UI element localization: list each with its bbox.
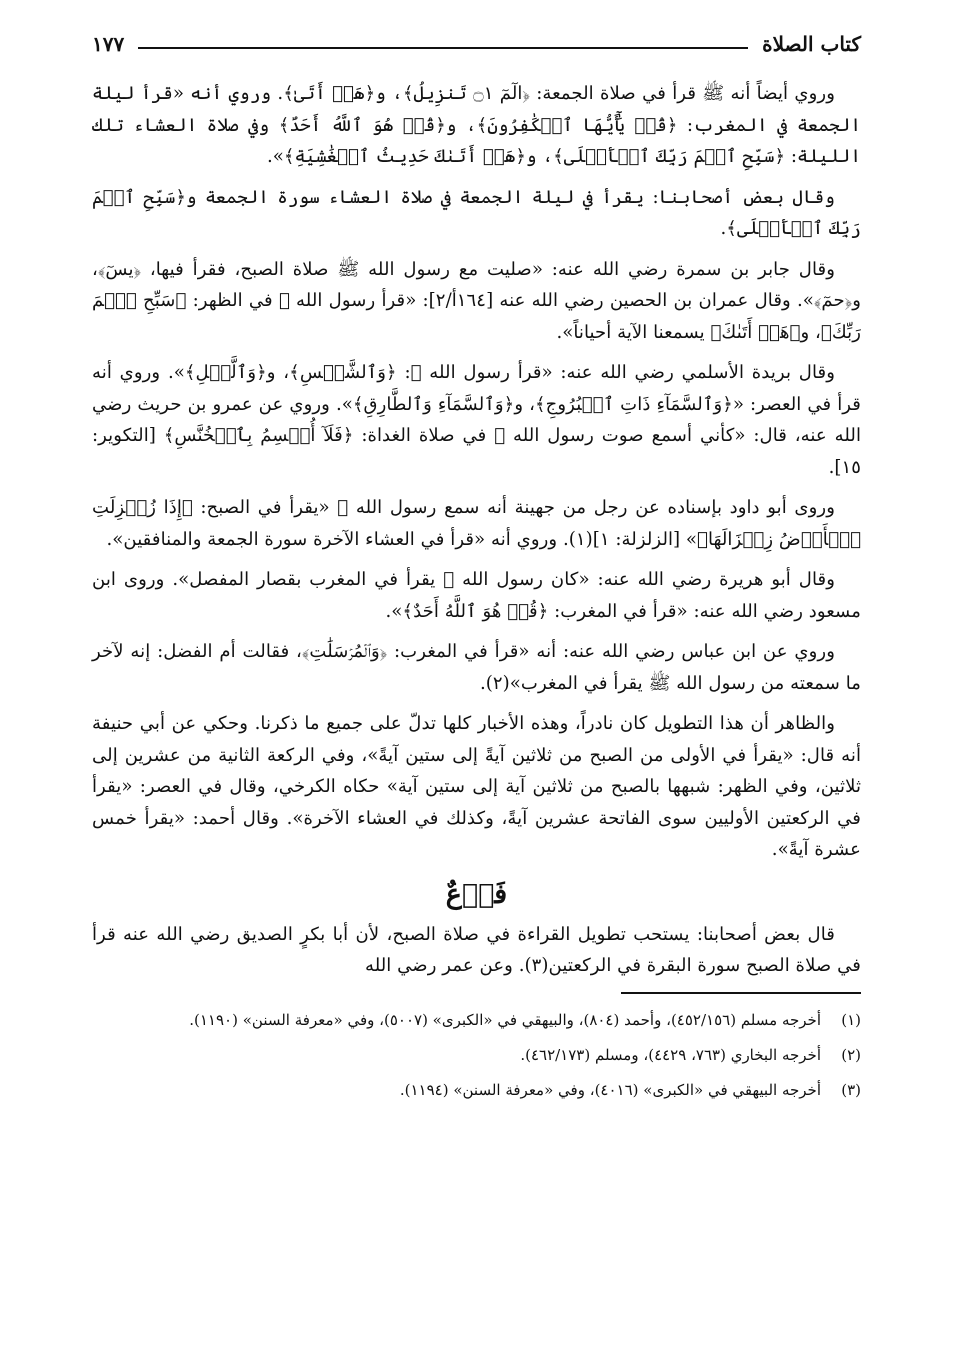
footnote bbox=[92, 1006, 861, 1035]
main-text bbox=[92, 78, 861, 982]
section-heading: فَرۡعٌ bbox=[445, 878, 508, 910]
paragraph: وقال بعض أصحابنا: يقرأ في ليلة الجمعة في صلاة العشاء سورة الجمعة و﴿سَبِّحِ ٱسۡمَ رَبِّكَ ٱلۡأَعۡلَى﴾. bbox=[92, 186, 861, 239]
footnote-mark: (٣) bbox=[841, 1080, 861, 1099]
header-rule bbox=[138, 47, 748, 49]
paragraph: وروى أبو داود بإسناده عن رجل من جهينة أنه سمع رسول الله ﷺ «يقرأ في الصبح: ﴿إِذَا زُلۡزِلَتِ ٱلۡأَرۡضُ زِلۡزَالَهَا﴾» [الزلزلة: ١](١). وروي أنه «قرأ في العشاء الآخرة سورة الجمعة والمنافقين». bbox=[92, 497, 861, 550]
paragraph: قال بعض أصحابنا: يستحب تطويل القراءة في صلاة الصبح، لأن أبا بكرٍ الصديق رضي الله عنه قرأ في صلاة الصبح سورة البقرة في الركعتين(٣). وعن عمر رضي الله bbox=[92, 923, 861, 976]
footnote-mark: (١) bbox=[841, 1010, 861, 1029]
footnote-separator bbox=[621, 992, 861, 994]
paragraph: وروي أيضاً أنه ﷺ قرأ في صلاة الجمعة: ﴿الٓمٓ ۝١ تَنزِيلُ﴾، و﴿هَلۡ أَتَىٰ﴾. وروي أنه «قرأ ليلة الجمعة في المغرب: ﴿قُلۡ يَٰٓأَيُّهَا ٱلۡكَٰفِرُونَ﴾، و﴿قُلۡ هُوَ ٱللَّهُ أَحَدٌ﴾ وفي صلاة العشاء تلك الليلة: ﴿سَبِّحِ ٱسۡمَ رَبِّكَ ٱلۡأَعۡلَى﴾، و﴿هَلۡ أَتَىٰكَ حَدِيثُ ٱلۡغَٰشِيَةِ﴾». bbox=[92, 83, 861, 167]
footnote bbox=[92, 1041, 861, 1070]
footnote-text: أخرجه مسلم (٤٥٢/١٥٦)، وأحمد (٨٠٤)، والبيهقي في «الكبرى» (٥٠٠٧)، وفي «معرفة السنن» (١١٩٠). bbox=[189, 1010, 821, 1029]
footnotes bbox=[92, 1006, 861, 1105]
page-number: ١٧٧ bbox=[92, 32, 125, 56]
paragraph: وقال أبو هريرة رضي الله عنه: «كان رسول الله ﷺ يقرأ في المغرب بقصار المفصل». وروى ابن مسعود رضي الله عنه: «قرأ في المغرب: ﴿قُلۡ هُوَ ٱللَّهُ أَحَدٌ﴾». bbox=[92, 569, 861, 622]
paragraph: وقال بريدة الأسلمي رضي الله عنه: «قرأ رسول الله ﷺ: ﴿وَٱلشَّمۡسِ﴾، و﴿وَٱلَّيۡلِ﴾». وروي أنه قرأ في العصر: «﴿وَٱلسَّمَآءِ ذَاتِ ٱلۡبُرُوجِ﴾، و﴿وَٱلسَّمَآءِ وَٱلطَّارِقِ﴾». وروي عن عمرو بن حريث رضي الله عنه، قال: «كأني أسمع صوت رسول الله ﷺ في صلاة الغداة: ﴿فَلَآ أُقۡسِمُ بِٱلۡخُنَّسِ﴾ [التكوير: ١٥]. bbox=[92, 362, 861, 478]
footnote-text: أخرجه البيهقي في «الكبرى» (٤٠١٦)، وفي «معرفة السنن» (١١٩٤). bbox=[399, 1080, 821, 1099]
running-header bbox=[92, 30, 861, 56]
footnote bbox=[92, 1076, 861, 1105]
chapter-title: كتاب الصلاة bbox=[762, 32, 861, 56]
paragraph: وقال جابر بن سمرة رضي الله عنه: «صليت مع رسول الله ﷺ صلاة الصبح، فقرأ فيها، ﴿يسٓ﴾، و﴿حمٓ﴾». وقال عمران بن الحصين رضي الله عنه [١٦٤أ/٢]: «قرأ رسول الله ﷺ في الظهر: ﴿سَبِّحِ ٱسۡمَ رَبِّكَ﴾، و﴿هَلۡ أَتَىٰكَ﴾ يسمعنا الآية أحياناً». bbox=[92, 258, 861, 343]
paragraph: وروي عن ابن عباس رضي الله عنه: أنه «قرأ في المغرب: ﴿وَٱلۡمُرۡسَلَٰتِ﴾، فقالت أم الفضل: إنه لآخر ما سمعته من رسول الله ﷺ يقرأ في المغرب»(٢). bbox=[92, 641, 861, 694]
footnote-text: أخرجه البخاري (٧٦٣، ٤٤٢٩)، ومسلم (٤٦٢/١٧٣). bbox=[520, 1045, 821, 1064]
paragraph: والظاهر أن هذا التطويل كان نادراً، وهذه الأخبار كلها تدلّ على جميع ما ذكرنا. وحكي عن أبي حنيفة أنه قال: «يقرأ في الأولى من الصبح من ثلاثين آيةً إلى ستين آيةً»، وفي الركعة الثانية من عشرين إلى ثلاثين، وفي الظهر: شبهها بالصبح من ثلاثين آية إلى ستين آية» حكاه الكرخي، وقال في العصر: «يقرأ في الركعتين الأوليين سوى الفاتحة عشرين آيةً، وكذلك في العشاء الآخرة». وقال أحمد: «يقرأ خمس عشرة آيةً». bbox=[92, 713, 861, 860]
footnote-mark: (٢) bbox=[841, 1045, 861, 1064]
